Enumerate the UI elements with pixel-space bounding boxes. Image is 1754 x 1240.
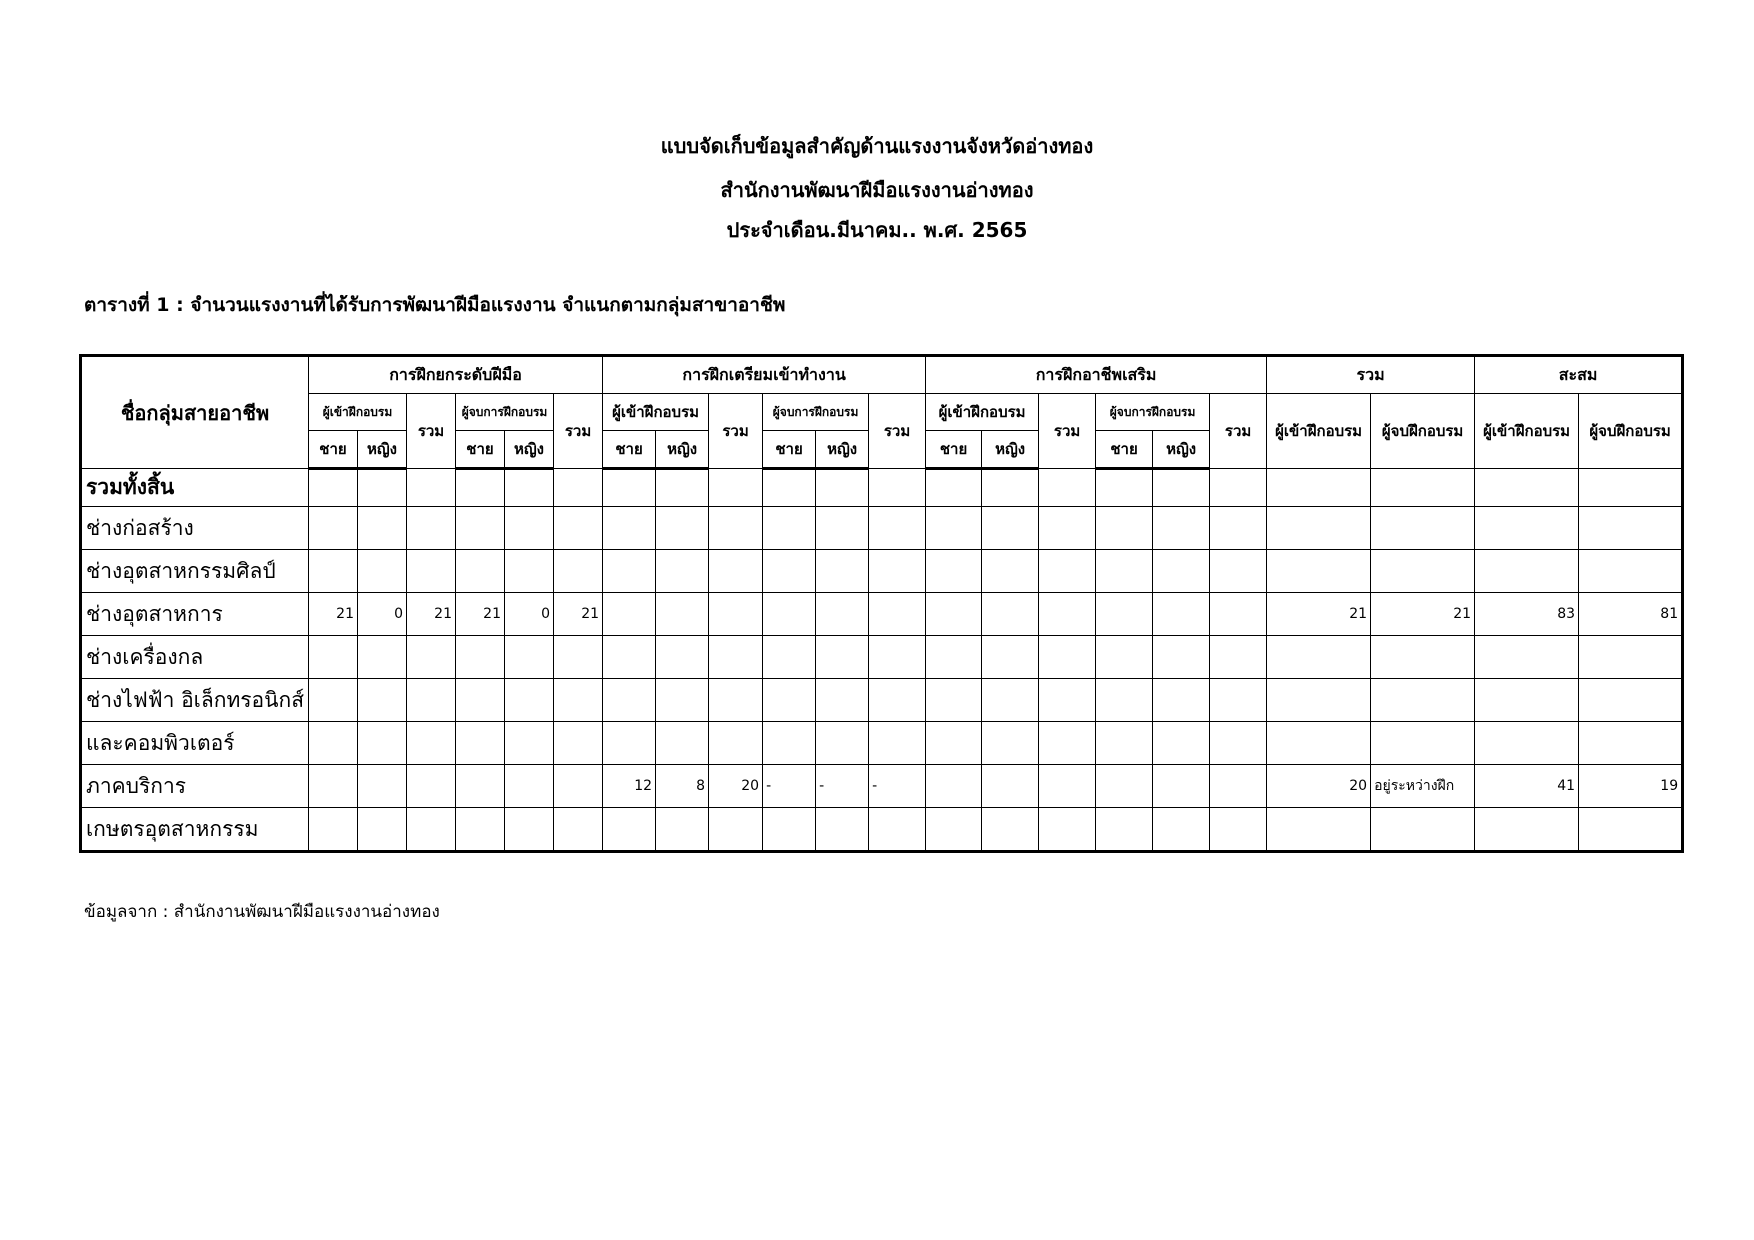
table-cell — [309, 550, 358, 593]
table-cell — [1096, 469, 1153, 507]
table-body — [81, 469, 1683, 852]
table-cell — [407, 507, 456, 550]
table-cell — [407, 636, 456, 679]
table-cell — [1039, 469, 1096, 507]
table-cell — [763, 507, 816, 550]
table-cell — [407, 550, 456, 593]
table-cell — [456, 722, 505, 765]
row-label: เกษตรอุตสาหกรรม — [81, 808, 309, 852]
table-cell — [656, 636, 709, 679]
table-cell — [505, 722, 554, 765]
table-cell — [1039, 507, 1096, 550]
table-cell: 0 — [505, 593, 554, 636]
table-cell — [709, 469, 763, 507]
table-cell — [456, 808, 505, 852]
table-cell — [1579, 550, 1683, 593]
table-cell — [505, 469, 554, 507]
table-cell — [358, 636, 407, 679]
table-cell — [407, 808, 456, 852]
table-cell — [1096, 808, 1153, 852]
table-cell: 8 — [656, 765, 709, 808]
table-cell — [709, 679, 763, 722]
table-cell — [456, 636, 505, 679]
sum-trainees-header: ผู้เข้าฝึกอบรม — [1267, 394, 1371, 469]
table-cell — [869, 550, 926, 593]
g1-in-total-header: รวม — [407, 394, 456, 469]
table-cell — [1475, 469, 1579, 507]
table-row — [81, 765, 1683, 808]
table-cell — [869, 722, 926, 765]
g3-in-total-header: รวม — [1039, 394, 1096, 469]
table-cell — [456, 507, 505, 550]
table-cell — [603, 679, 656, 722]
report-title: แบบจัดเก็บข้อมูลสำคัญด้านแรงงานจังหวัดอ่างทอง — [660, 134, 1094, 158]
g1-in-female-header: หญิง — [358, 431, 407, 469]
table-cell — [869, 507, 926, 550]
table-cell — [763, 469, 816, 507]
table-cell — [456, 469, 505, 507]
table-cell — [1267, 679, 1371, 722]
table-cell — [926, 679, 982, 722]
table-cell — [816, 550, 869, 593]
table-cell — [309, 679, 358, 722]
table-cell — [1579, 808, 1683, 852]
row-label: ช่างอุตสาหกรรมศิลป์ — [81, 550, 309, 593]
g2-in-female-header: หญิง — [656, 431, 709, 469]
table-cell — [1210, 507, 1267, 550]
g1-out-male-header: ชาย — [456, 431, 505, 469]
acc-graduates-header: ผู้จบฝึกอบรม — [1579, 394, 1683, 469]
table-cell — [982, 808, 1039, 852]
table-cell — [1475, 550, 1579, 593]
table-cell — [656, 722, 709, 765]
table-cell — [982, 550, 1039, 593]
table-cell — [554, 679, 603, 722]
table-cell — [505, 507, 554, 550]
table-cell — [1039, 636, 1096, 679]
table-cell — [1267, 808, 1371, 852]
table-cell — [1153, 636, 1210, 679]
table-cell — [709, 507, 763, 550]
table-cell — [763, 808, 816, 852]
table-cell — [926, 765, 982, 808]
table-cell — [309, 808, 358, 852]
table-cell: 12 — [603, 765, 656, 808]
table-cell — [1475, 679, 1579, 722]
table-cell: - — [763, 765, 816, 808]
table-cell — [869, 679, 926, 722]
table-cell — [407, 765, 456, 808]
table-cell: 0 — [358, 593, 407, 636]
table-row — [81, 679, 1683, 722]
table-cell — [1153, 722, 1210, 765]
table-cell — [1371, 722, 1475, 765]
g2-in-total-header: รวม — [709, 394, 763, 469]
table-cell — [656, 507, 709, 550]
table-cell — [1153, 469, 1210, 507]
table-cell — [1267, 722, 1371, 765]
table-cell — [1579, 722, 1683, 765]
table-cell — [1096, 593, 1153, 636]
row-label: ช่างอุตสาหการ — [81, 593, 309, 636]
source-note: ข้อมูลจาก : สำนักงานพัฒนาฝีมือแรงงานอ่างทอง — [84, 902, 440, 922]
table-cell — [358, 765, 407, 808]
table-cell — [1579, 507, 1683, 550]
table-cell — [763, 550, 816, 593]
table-cell — [1039, 808, 1096, 852]
g3-trainees-header: ผู้เข้าฝึกอบรม — [926, 394, 1039, 431]
table-cell — [1210, 593, 1267, 636]
table-cell — [603, 550, 656, 593]
table-cell — [456, 550, 505, 593]
table-cell: อยู่ระหว่างฝึก — [1371, 765, 1475, 808]
name-column-header: ชื่อกลุ่มสายอาชีพ — [81, 356, 309, 469]
row-label: รวมทั้งสิ้น — [81, 469, 309, 507]
table-cell — [816, 808, 869, 852]
table-cell — [309, 765, 358, 808]
g3-out-male-header: ชาย — [1096, 431, 1153, 469]
table-row — [81, 593, 1683, 636]
table-cell — [1210, 765, 1267, 808]
table-cell — [505, 550, 554, 593]
table-cell — [1153, 808, 1210, 852]
group-header-accumulated: สะสม — [1475, 356, 1683, 394]
row-label: ช่างเครื่องกล — [81, 636, 309, 679]
table-cell — [456, 679, 505, 722]
table-cell — [358, 679, 407, 722]
table-cell — [926, 636, 982, 679]
table-cell — [1153, 765, 1210, 808]
table-cell — [554, 808, 603, 852]
row-label: และคอมพิวเตอร์ — [81, 722, 309, 765]
table-cell — [926, 593, 982, 636]
table-cell — [358, 722, 407, 765]
table-cell — [603, 593, 656, 636]
table-cell: 20 — [709, 765, 763, 808]
table-cell — [1096, 550, 1153, 593]
g2-out-total-header: รวม — [869, 394, 926, 469]
table-cell — [358, 808, 407, 852]
table-row — [81, 636, 1683, 679]
table-cell — [1039, 765, 1096, 808]
table-cell: 21 — [456, 593, 505, 636]
g1-in-male-header: ชาย — [309, 431, 358, 469]
table-cell — [982, 679, 1039, 722]
table-cell — [309, 507, 358, 550]
table-cell — [709, 550, 763, 593]
table-cell — [603, 808, 656, 852]
table-cell: - — [869, 765, 926, 808]
table-cell — [982, 722, 1039, 765]
row-label: ช่างก่อสร้าง — [81, 507, 309, 550]
table-cell — [926, 722, 982, 765]
table-cell — [505, 765, 554, 808]
table-cell — [309, 469, 358, 507]
table-cell: 21 — [1267, 593, 1371, 636]
table-row — [81, 507, 1683, 550]
table-cell — [358, 550, 407, 593]
g3-out-female-header: หญิง — [1153, 431, 1210, 469]
table-cell — [816, 679, 869, 722]
table-cell — [1475, 507, 1579, 550]
table-cell — [926, 550, 982, 593]
table-cell — [1371, 679, 1475, 722]
sum-graduates-header: ผู้จบฝึกอบรม — [1371, 394, 1475, 469]
table-cell — [709, 593, 763, 636]
table-cell — [407, 679, 456, 722]
table-cell — [816, 507, 869, 550]
table-cell — [869, 469, 926, 507]
row-label: ภาคบริการ — [81, 765, 309, 808]
table-cell — [1579, 636, 1683, 679]
g2-in-male-header: ชาย — [603, 431, 656, 469]
table-cell — [1210, 722, 1267, 765]
table-cell — [603, 507, 656, 550]
table-cell — [1371, 469, 1475, 507]
table-cell — [1267, 636, 1371, 679]
report-office: สำนักงานพัฒนาฝีมือแรงงานอ่างทอง — [720, 178, 1034, 202]
g3-in-male-header: ชาย — [926, 431, 982, 469]
table-cell: 19 — [1579, 765, 1683, 808]
table-cell — [982, 593, 1039, 636]
table-cell: 21 — [1371, 593, 1475, 636]
table-cell — [603, 722, 656, 765]
table-cell — [554, 469, 603, 507]
g2-out-female-header: หญิง — [816, 431, 869, 469]
table-cell — [926, 469, 982, 507]
table-cell — [816, 469, 869, 507]
table-cell — [1153, 679, 1210, 722]
group-header-total: รวม — [1267, 356, 1475, 394]
table-cell — [407, 722, 456, 765]
table-cell — [1579, 469, 1683, 507]
table-cell — [505, 636, 554, 679]
table-cell — [407, 469, 456, 507]
table-cell — [1153, 593, 1210, 636]
g2-graduates-header: ผู้จบการฝึกอบรม — [763, 394, 869, 431]
table-cell — [1210, 636, 1267, 679]
table-cell — [358, 507, 407, 550]
g3-in-female-header: หญิง — [982, 431, 1039, 469]
table-cell — [816, 722, 869, 765]
row-label: ช่างไฟฟ้า อิเล็กทรอนิกส์ — [81, 679, 309, 722]
group-header-prep: การฝึกเตรียมเข้าทำงาน — [603, 356, 926, 394]
table-cell — [656, 808, 709, 852]
table-cell — [982, 636, 1039, 679]
table-cell — [1267, 469, 1371, 507]
acc-trainees-header: ผู้เข้าฝึกอบรม — [1475, 394, 1579, 469]
table-cell — [1210, 550, 1267, 593]
table-cell — [358, 469, 407, 507]
table-row — [81, 808, 1683, 852]
table-cell — [309, 636, 358, 679]
table-cell — [456, 765, 505, 808]
table-cell — [1039, 593, 1096, 636]
table-cell — [763, 679, 816, 722]
table-cell — [656, 469, 709, 507]
table-cell — [926, 507, 982, 550]
table-cell — [1210, 469, 1267, 507]
table-cell — [982, 765, 1039, 808]
table-cell — [554, 722, 603, 765]
table-cell — [1210, 808, 1267, 852]
table-cell — [1039, 550, 1096, 593]
g2-out-male-header: ชาย — [763, 431, 816, 469]
table-cell — [926, 808, 982, 852]
table-cell — [709, 636, 763, 679]
table-row — [81, 469, 1683, 507]
g2-trainees-header: ผู้เข้าฝึกอบรม — [603, 394, 709, 431]
table-cell — [603, 636, 656, 679]
table-row — [81, 550, 1683, 593]
table-cell — [1475, 636, 1579, 679]
table-cell — [1371, 550, 1475, 593]
table-cell — [1579, 679, 1683, 722]
g1-trainees-header: ผู้เข้าฝึกอบรม — [309, 394, 407, 431]
table-cell — [1096, 765, 1153, 808]
g3-out-total-header: รวม — [1210, 394, 1267, 469]
g1-out-female-header: หญิง — [505, 431, 554, 469]
table-cell — [869, 636, 926, 679]
table-cell: 20 — [1267, 765, 1371, 808]
table-cell: 21 — [554, 593, 603, 636]
table-cell — [1096, 722, 1153, 765]
table-cell — [982, 469, 1039, 507]
table-cell — [505, 679, 554, 722]
table-cell — [1153, 550, 1210, 593]
table-cell: 81 — [1579, 593, 1683, 636]
table-row — [81, 722, 1683, 765]
table-cell — [982, 507, 1039, 550]
table-cell — [709, 808, 763, 852]
table-cell — [554, 507, 603, 550]
table-cell: - — [816, 765, 869, 808]
table-cell — [1096, 507, 1153, 550]
table-cell: 21 — [309, 593, 358, 636]
table-cell — [603, 469, 656, 507]
table-cell — [1153, 507, 1210, 550]
table-cell — [1210, 679, 1267, 722]
table-cell — [656, 550, 709, 593]
table-cell: 41 — [1475, 765, 1579, 808]
table-cell — [869, 808, 926, 852]
g1-graduates-header: ผู้จบการฝึกอบรม — [456, 394, 554, 431]
table-cell — [656, 679, 709, 722]
table-cell: 83 — [1475, 593, 1579, 636]
group-header-upskill: การฝึกยกระดับฝีมือ — [309, 356, 603, 394]
table-cell — [1371, 636, 1475, 679]
table-cell — [1039, 722, 1096, 765]
g1-out-total-header: รวม — [554, 394, 603, 469]
training-table — [79, 354, 1684, 853]
table-cell — [763, 593, 816, 636]
g3-graduates-header: ผู้จบการฝึกอบรม — [1096, 394, 1210, 431]
group-header-supplementary: การฝึกอาชีพเสริม — [926, 356, 1267, 394]
table-cell — [1039, 679, 1096, 722]
table-cell — [709, 722, 763, 765]
table-cell — [656, 593, 709, 636]
table-cell — [505, 808, 554, 852]
table-cell — [1475, 722, 1579, 765]
table-cell — [816, 636, 869, 679]
table-cell — [1096, 679, 1153, 722]
table-cell — [1267, 550, 1371, 593]
table-caption: ตารางที่ 1 : จำนวนแรงงานที่ได้รับการพัฒนาฝีมือแรงงาน จำแนกตามกลุ่มสาขาอาชีพ — [84, 294, 786, 316]
table-cell — [554, 550, 603, 593]
table-cell: 21 — [407, 593, 456, 636]
table-cell — [554, 636, 603, 679]
table-cell — [816, 593, 869, 636]
table-cell — [763, 722, 816, 765]
table-cell — [1475, 808, 1579, 852]
table-cell — [1371, 808, 1475, 852]
table-cell — [309, 722, 358, 765]
report-period: ประจำเดือน.มีนาคม.. พ.ศ. 2565 — [726, 218, 1028, 242]
table-cell — [869, 593, 926, 636]
table-cell — [554, 765, 603, 808]
table-cell — [1371, 507, 1475, 550]
table-cell — [1096, 636, 1153, 679]
table-cell — [1267, 507, 1371, 550]
table-cell — [763, 636, 816, 679]
